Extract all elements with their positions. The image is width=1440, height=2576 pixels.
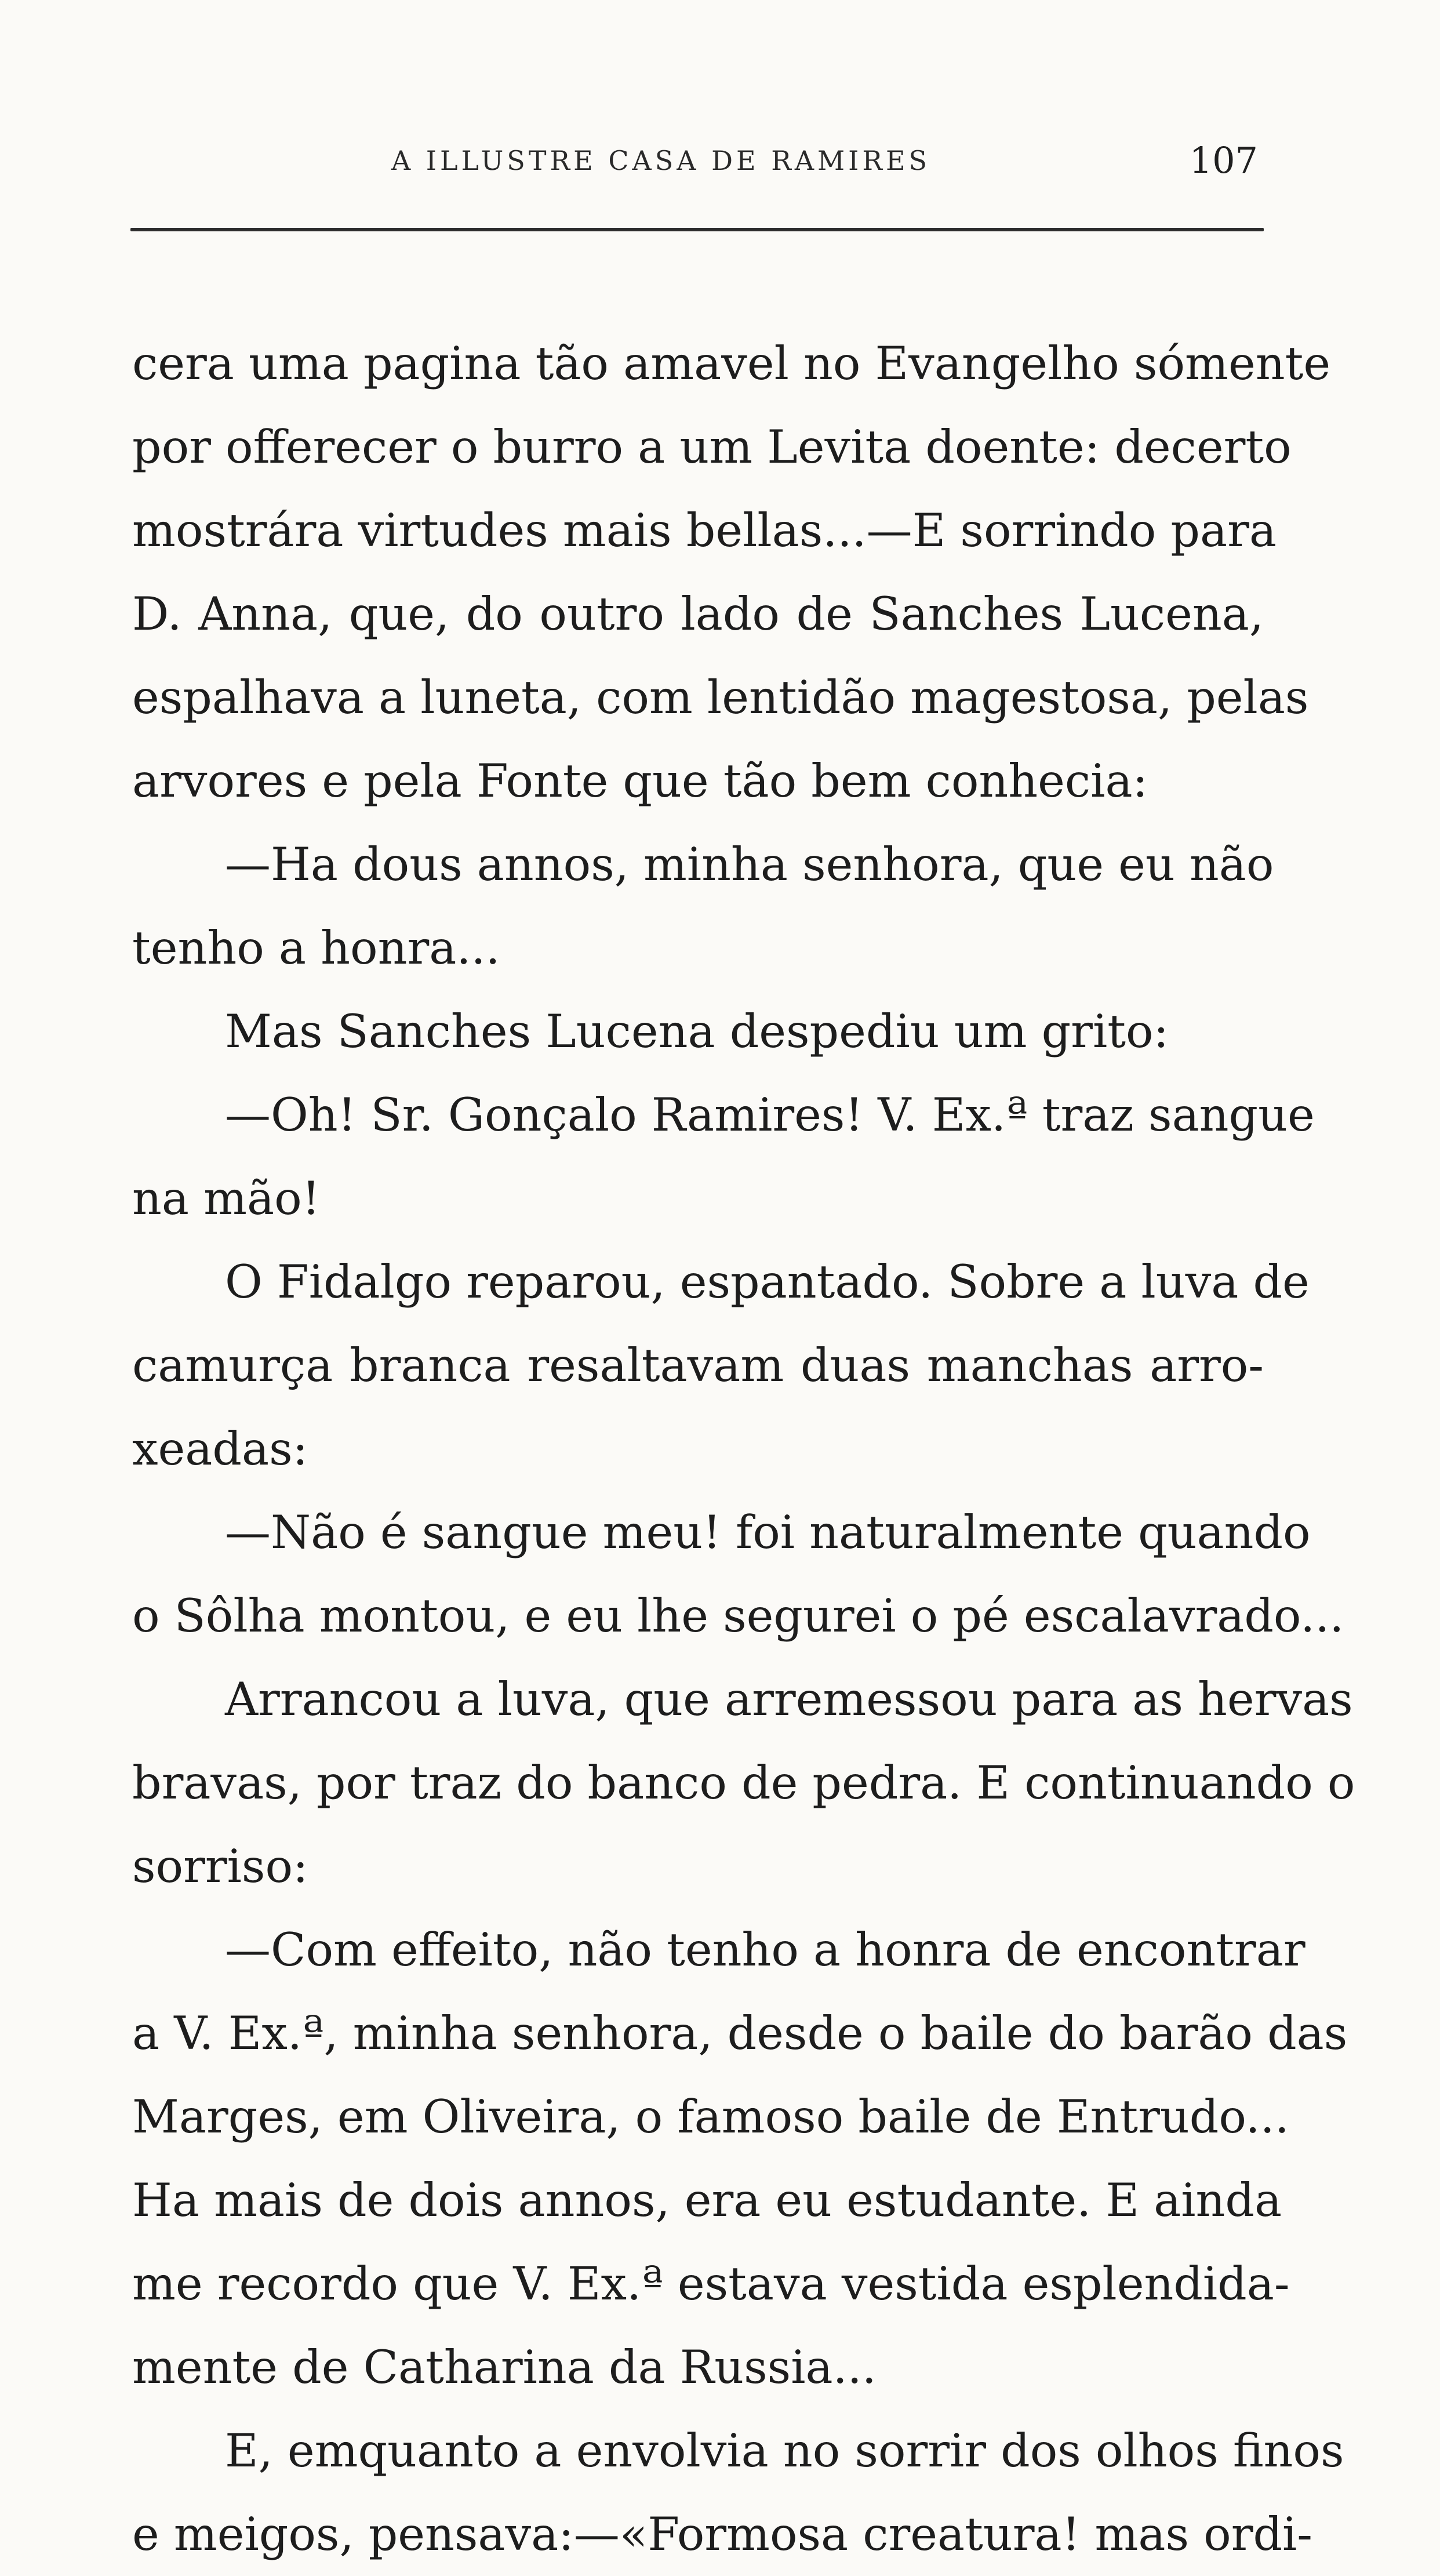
running-title: A ILLUSTRE CASA DE RAMIRES [391,145,931,176]
text-line: mostrára virtudes mais bellas...—E sorrindo para [132,504,1277,557]
text-line: O Fidalgo reparou, espantado. Sobre a luva de [225,1255,1310,1309]
text-line: —Ha dous annos, minha senhora, que eu não [225,838,1274,891]
text-line: sorriso: [132,1840,308,1893]
text-line: tenho a honra... [132,921,500,975]
text-line: arvores e pela Fonte que tão bem conhecia: [132,754,1148,808]
page-number: 107 [1189,139,1258,181]
text-line: o Sôlha montou, e eu lhe segurei o pé escalavrado... [132,1589,1344,1643]
text-line: cera uma pagina tão amavel no Evangelho sómente [132,337,1331,390]
body-text [132,322,1355,2576]
text-line: a V. Ex.ª, minha senhora, desde o baile do barão das [132,2007,1348,2060]
text-line: camurça branca resaltavam duas manchas arro- [132,1339,1264,1392]
text-line: —Oh! Sr. Gonçalo Ramires! V. Ex.ª traz sangue [225,1088,1315,1142]
text-line: —Não é sangue meu! foi naturalmente quando [225,1506,1311,1559]
text-line: xeadas: [132,1422,308,1476]
text-line: me recordo que V. Ex.ª estava vestida esplendida- [132,2257,1290,2310]
text-line: bravas, por traz do banco de pedra. E continuando o [132,1756,1355,1810]
text-line: E, emquanto a envolvia no sorrir dos olhos finos [225,2424,1344,2477]
text-line: espalhava a luneta, com lentidão magestosa, pelas [132,671,1309,724]
text-line: Mas Sanches Lucena despediu um grito: [225,1005,1169,1058]
text-line: Ha mais de dois annos, era eu estudante. E ainda [132,2174,1282,2227]
text-line: —Com effeito, não tenho a honra de encontrar [225,1923,1306,1976]
text-line: na mão! [132,1172,321,1225]
text-line: Arrancou a luva, que arremessou para as hervas [225,1673,1353,1726]
header-rule [130,228,1264,231]
text-line: por offerecer o burro a um Levita doente: decerto [132,420,1292,474]
text-line: e meigos, pensava:—«Formosa creatura! mas ordi- [132,2508,1312,2561]
text-line: Marges, em Oliveira, o famoso baile de Entrudo... [132,2090,1289,2143]
text-line: mente de Catharina da Russia... [132,2341,877,2394]
text-line: D. Anna, que, do outro lado de Sanches Lucena, [132,587,1264,641]
